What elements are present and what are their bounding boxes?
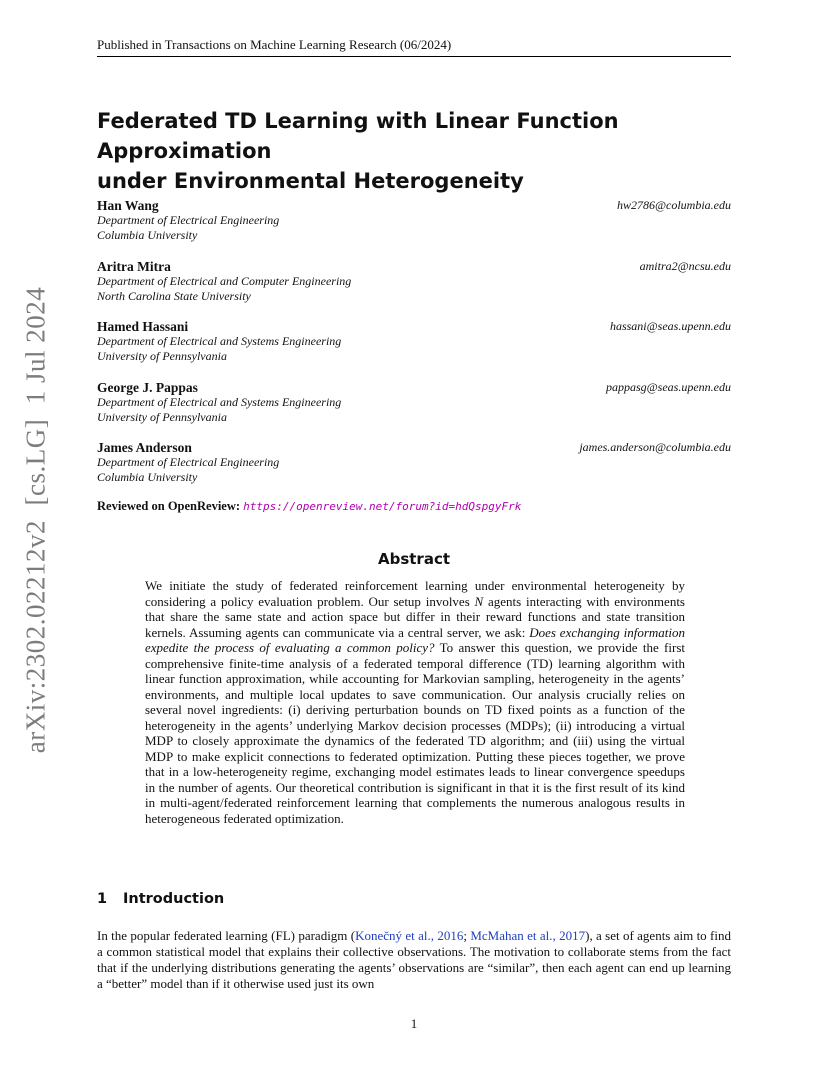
author-department: Department of Electrical and Systems Engineering [97,334,342,348]
author-email: hassani@seas.upenn.edu [609,319,731,333]
section-heading-introduction [97,891,224,907]
author-email: amitra2@ncsu.edu [639,258,731,273]
intro-text-part: ), a set of agents aim to find a common statistical model that explains their collective observations. The motivation to collaborate stems from the fact that if the underlying distributions generating the agents’ observations are “similar”, then each agent can end up learning a “better” model than if it otherwise used just its own [97,928,731,991]
intro-text-part: In the popular federated learning (FL) paradigm ( [97,928,356,943]
author-name: James Anderson [97,440,192,455]
author-affiliation: University of Pennsylvania [97,409,227,424]
author-department: Department of Electrical and Systems Engineering [97,394,342,409]
paper-title [97,106,737,196]
abstract-text [145,578,685,826]
author-block [97,259,731,320]
running-head: Published in Transactions on Machine Learning Research (06/2024) [97,37,731,57]
review-line [97,499,731,514]
author-name: Hamed Hassani [97,319,189,334]
author-email: hw2786@columbia.edu [616,198,731,212]
author-affiliation: Columbia University [97,228,198,242]
author-block [97,198,731,259]
author-name: Han Wang [97,198,159,213]
arxiv-identifier-stamp [21,287,52,753]
author-name: George J. Pappas [97,379,198,395]
openreview-link[interactable]: https://openreview.net/forum?id=hdQspgyFrk [243,500,522,513]
author-block [97,440,731,501]
title-line: under Environmental Heterogeneity [97,169,524,193]
author-block [97,380,731,441]
review-label: Reviewed on OpenReview: [97,499,241,513]
author-list [97,198,731,501]
author-department: Department of Electrical Engineering [97,455,280,469]
abstract-text-part: To answer this question, we provide the first comprehensive finite-time analysis of a federated temporal difference (TD) learning algorithm with linear function approximation, while accounting for Markovian sampling, heterogeneity in the agents’ environments, and multiple local updates to save communication. Our analysis crucially relies on several novel ingredients: (i) deriving perturbation bounds on TD fixed points as a function of the heterogeneity in the agents’ underlying Markov decision processes (MDPs); (ii) introducing a virtual MDP to closely approximate the dynamics of the federated TD algorithm; and (iii) using the virtual MDP to make explicit connections to federated optimization. Putting these pieces together, we prove that in a low-heterogeneity regime, exchanging model estimates leads to linear convergence speedups in the number of agents. Our theoretical contribution is significant in that it is the first result of its kind in multi-agent/federated reinforcement learning that complements the numerous analogous results in heterogeneous federated optimization. [145,640,685,826]
section-title: Introduction [123,891,225,907]
abstract-text-part: agents interacting with environments that share the same state and action space but differ in their reward functions and state transition kernels. Assuming agents can communicate via a central server, we ask: [145,593,685,640]
author-email: pappasg@seas.upenn.edu [605,379,731,394]
author-department: Department of Electrical and Computer Engineering [97,273,352,288]
author-affiliation: University of Pennsylvania [97,349,227,363]
section-number: 1 [97,891,108,907]
author-block [97,319,731,380]
author-email: james.anderson@columbia.edu [579,440,731,454]
page-number: 1 [410,1016,418,1031]
arxiv-stamp-text: arXiv:2302.02212v2 [cs.LG] 1 Jul 2024 [20,286,51,754]
citation-link[interactable]: McMahan et al., 2017 [470,928,586,943]
author-name: Aritra Mitra [97,258,171,274]
author-department: Department of Electrical Engineering [97,213,280,227]
abstract-question: Does exchanging information expedite the process of evaluating a common policy? [145,624,685,655]
title-line: Federated TD Learning with Linear Function Approximation [97,109,619,163]
author-affiliation: Columbia University [97,470,198,484]
citation-separator: ; [463,928,471,943]
abstract-variable: N [474,593,484,609]
author-affiliation: North Carolina State University [97,288,251,303]
citation-link[interactable]: Konečný et al., 2016 [355,928,464,943]
abstract-heading: Abstract [377,550,451,568]
abstract-text-part: We initiate the study of federated reinforcement learning under environmental heterogeneity by considering a policy evaluation problem. Our setup involves [145,578,685,609]
introduction-text [97,928,731,992]
